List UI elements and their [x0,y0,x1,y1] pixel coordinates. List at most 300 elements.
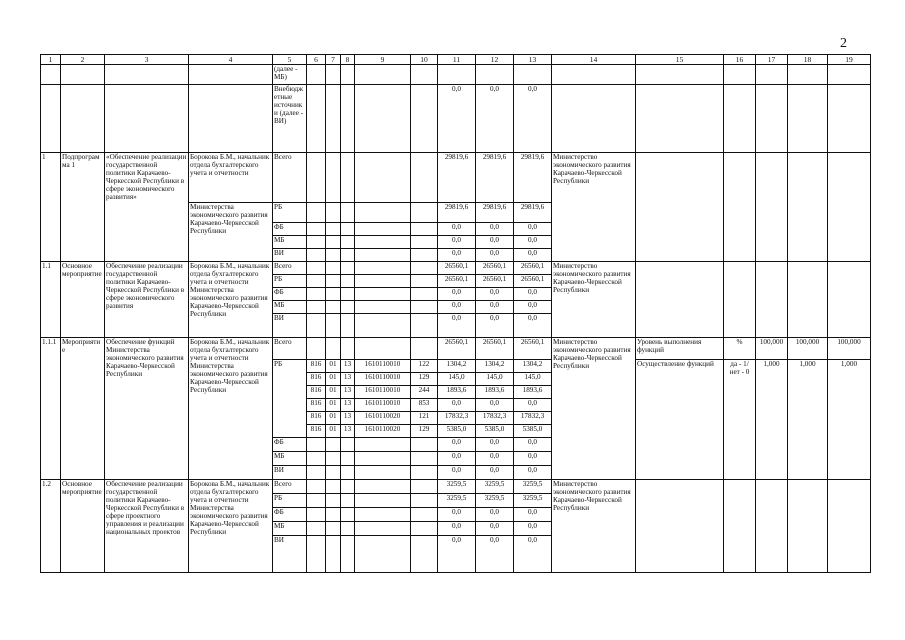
column-number-row [41,55,871,65]
code-expense-type: 853 [411,399,438,412]
empty-cell [341,536,355,573]
code-grbs: 816 [307,360,326,373]
empty-cell [341,338,355,360]
column-number: 1 [41,55,61,65]
amount-cell: 26560,1 [438,275,476,288]
column-number: 10 [411,55,438,65]
amount-cell: 1893,6 [514,386,552,399]
column-number: 5 [273,55,307,65]
amount-cell: 26560,1 [438,338,476,360]
code-expense-type: 244 [411,386,438,399]
amount-cell: 0,0 [438,301,476,314]
empty-cell [326,494,341,508]
empty-cell [724,480,756,573]
column-number: 14 [552,55,636,65]
empty-cell [341,314,355,338]
amount-cell: 29819,6 [438,153,476,203]
empty-cell [341,301,355,314]
indicator-target: 1,000 [828,360,871,480]
amount-cell: 0,0 [476,508,514,522]
responsible-ministry: Министерство экономического развития Карачаево-Черкесской Республики [552,338,636,480]
code-section: 01 [326,373,341,386]
empty-cell [355,153,411,203]
responsible-ministry: Министерство экономического развития Карачаево-Черкесской Республики [552,262,636,338]
funding-source: РБ [273,360,307,438]
funding-source: МБ [273,522,307,536]
empty-cell [341,236,355,249]
funding-source: Всего [273,480,307,494]
empty-cell [411,301,438,314]
amount-cell: 26560,1 [438,262,476,275]
responsible-ministry: Министерство экономического развития Карачаево-Черкесской Республики [552,153,636,262]
empty-cell [307,223,326,236]
funding-row [41,480,871,494]
amount-cell: 0,0 [476,288,514,301]
empty-cell [326,203,341,223]
amount-cell: 17832,3 [514,412,552,425]
funding-row [41,153,871,203]
empty-cell [326,223,341,236]
funding-row [41,262,871,275]
empty-cell [307,494,326,508]
empty-cell [411,508,438,522]
amount-cell: 5385,0 [438,425,476,438]
empty-cell [355,480,411,494]
empty-cell [307,236,326,249]
code-section: 01 [326,399,341,412]
empty-cell [355,203,411,223]
column-number: 15 [636,55,724,65]
amount-cell: 0,0 [438,223,476,236]
continuation-vi-row [41,85,871,153]
empty-cell [341,249,355,262]
empty-cell [355,236,411,249]
empty-cell [411,275,438,288]
empty-cell [326,301,341,314]
empty-cell [411,480,438,494]
empty-cell [355,223,411,236]
column-number: 6 [307,55,326,65]
funding-source: РБ [273,275,307,288]
empty-cell [355,249,411,262]
funding-source: ФБ [273,223,307,236]
amount-cell: 0,0 [476,223,514,236]
funding-row [41,338,871,360]
funding-source: ВИ [273,249,307,262]
empty-cell [326,466,341,480]
funding-source-label: (далее - МБ) [273,65,307,85]
funding-source: Всего [273,153,307,203]
funding-source: Всего [273,338,307,360]
amount-cell: 0,0 [438,249,476,262]
amount-cell: 0,0 [514,522,552,536]
executor: Борокова Б.М., начальник отдела бухгалтерского учета и отчетности Министерства экономического развития Карачаево-Черкесской Республики [189,338,273,480]
funding-source: МБ [273,452,307,466]
empty-cell [355,494,411,508]
column-number: 9 [355,55,411,65]
amount-cell: 5385,0 [476,425,514,438]
empty-cell [307,466,326,480]
empty-cell [411,466,438,480]
empty-cell [307,536,326,573]
amount-cell: 3259,5 [438,494,476,508]
empty-cell [341,494,355,508]
responsible-ministry: Министерство экономического развития Карачаево-Черкесской Республики [552,480,636,573]
empty-cell [355,466,411,480]
funding-source: РБ [273,494,307,508]
empty-cell [355,536,411,573]
budget-table-frame [40,54,866,596]
indicator-unit: да - 1/ нет - 0 [724,360,756,480]
empty-cell [307,262,326,275]
empty-cell [756,480,788,573]
empty-cell [411,438,438,452]
funding-source: ВИ [273,536,307,573]
amount-cell: 1304,2 [476,360,514,373]
empty-cell [326,236,341,249]
empty-cell [411,288,438,301]
amount-cell: 0,0 [514,85,552,153]
amount-cell: 3259,5 [476,494,514,508]
amount-cell: 145,0 [438,373,476,386]
empty-cell [788,262,828,338]
column-number: 11 [438,55,476,65]
indicator-target: 100,000 [756,338,788,360]
empty-cell [326,536,341,573]
empty-cell [355,438,411,452]
amount-cell: 0,0 [476,301,514,314]
amount-cell: 0,0 [438,522,476,536]
empty-cell [411,452,438,466]
empty-cell [756,262,788,338]
amount-cell: 0,0 [476,536,514,573]
code-target-article: 1610110020 [355,425,411,438]
funding-source: МБ [273,301,307,314]
amount-cell: 0,0 [438,466,476,480]
amount-cell: 17832,3 [476,412,514,425]
empty-cell [326,249,341,262]
empty-cell [828,153,871,262]
empty-cell [326,438,341,452]
amount-cell: 0,0 [514,236,552,249]
funding-source: МБ [273,236,307,249]
executor: Борокова Б.М., начальник отдела бухгалтерского учета и отчетности Министерства экономического развития Карачаево-Черкесской Республики [189,262,273,338]
amount-cell: 26560,1 [514,338,552,360]
amount-cell: 1304,2 [514,360,552,373]
row-number: 1 [41,153,61,262]
empty-cell [307,203,326,223]
code-target-article: 1610110010 [355,399,411,412]
amount-cell: 0,0 [476,85,514,153]
code-subsection: 13 [341,373,355,386]
empty-cell [307,338,326,360]
empty-cell [355,275,411,288]
funding-source: ВИ [273,466,307,480]
amount-cell: 29819,6 [438,203,476,223]
empty-cell [355,522,411,536]
column-number: 4 [189,55,273,65]
empty-cell [341,203,355,223]
empty-cell [411,494,438,508]
executor: Борокова Б.М., начальник отдела бухгалтерского учета и отчетности Министерства экономического развития Карачаево-Черкесской Республики [189,480,273,573]
empty-cell [411,236,438,249]
measure-name: «Обеспечение реализации государственной политики Карачаево-Черкесской Республики в сфере экономического развития» [105,153,189,262]
empty-cell [355,288,411,301]
funding-source: РБ [273,203,307,223]
empty-cell [341,438,355,452]
amount-cell: 0,0 [476,438,514,452]
empty-cell [355,508,411,522]
empty-cell [307,249,326,262]
amount-cell: 0,0 [514,314,552,338]
amount-cell: 5385,0 [514,425,552,438]
amount-cell: 3259,5 [514,494,552,508]
indicator-name: Уровень выполнения функций [636,338,724,360]
indicator-target: 1,000 [756,360,788,480]
amount-cell: 0,0 [476,236,514,249]
empty-cell [341,508,355,522]
amount-cell: 0,0 [514,536,552,573]
empty-cell [341,153,355,203]
budget-table [40,54,871,573]
amount-cell: 0,0 [514,223,552,236]
indicator-name: Осуществление функций [636,360,724,480]
amount-cell: 29819,6 [514,153,552,203]
empty-cell [307,314,326,338]
empty-cell [307,301,326,314]
code-target-article: 1610110010 [355,373,411,386]
code-expense-type: 121 [411,412,438,425]
amount-cell: 1893,6 [476,386,514,399]
measure-name: Обеспечение реализации государственной политики Карачаево-Черкесской Республики в сфере экономического развития [105,262,189,338]
amount-cell: 26560,1 [476,275,514,288]
empty-cell [326,262,341,275]
column-number: 3 [105,55,189,65]
page-number: 2 [840,36,847,51]
empty-cell [307,508,326,522]
measure-type: Мероприятие [61,338,105,480]
amount-cell: 0,0 [476,399,514,412]
empty-cell [341,466,355,480]
empty-cell [411,249,438,262]
measure-type: Подпрограмма 1 [61,153,105,262]
code-grbs: 816 [307,373,326,386]
empty-cell [341,452,355,466]
amount-cell: 0,0 [514,399,552,412]
amount-cell: 0,0 [514,508,552,522]
code-subsection: 13 [341,399,355,412]
empty-cell [326,275,341,288]
measure-type: Основное мероприятие [61,480,105,573]
empty-cell [355,314,411,338]
amount-cell: 17832,3 [438,412,476,425]
amount-cell: 0,0 [514,249,552,262]
funding-source: ФБ [273,288,307,301]
indicator-unit: % [724,338,756,360]
amount-cell: 0,0 [438,236,476,249]
empty-cell [355,452,411,466]
amount-cell: 0,0 [438,288,476,301]
amount-cell: 29819,6 [476,203,514,223]
column-number: 19 [828,55,871,65]
row-number: 1.2 [41,480,61,573]
funding-source: ФБ [273,508,307,522]
amount-cell: 0,0 [514,438,552,452]
empty-cell [636,153,724,262]
column-number: 2 [61,55,105,65]
amount-cell: 29819,6 [476,153,514,203]
amount-cell: 0,0 [514,466,552,480]
empty-cell [788,153,828,262]
row-number: 1.1.1 [41,338,61,480]
empty-cell [307,288,326,301]
empty-cell [411,314,438,338]
code-grbs: 816 [307,412,326,425]
amount-cell: 0,0 [438,314,476,338]
continuation-mb-row [41,65,871,85]
amount-cell: 145,0 [476,373,514,386]
row-number: 1.1 [41,262,61,338]
amount-cell: 0,0 [476,452,514,466]
code-grbs: 816 [307,399,326,412]
column-number: 12 [476,55,514,65]
code-grbs: 816 [307,425,326,438]
code-subsection: 13 [341,425,355,438]
empty-cell [756,153,788,262]
empty-cell [326,338,341,360]
amount-cell: 3259,5 [476,480,514,494]
empty-cell [307,153,326,203]
amount-cell: 3259,5 [514,480,552,494]
empty-cell [724,153,756,262]
code-target-article: 1610110010 [355,386,411,399]
funding-source: ВИ [273,314,307,338]
amount-cell: 0,0 [438,536,476,573]
amount-cell: 0,0 [514,452,552,466]
amount-cell: 0,0 [438,508,476,522]
amount-cell: 3259,5 [438,480,476,494]
amount-cell: 0,0 [476,314,514,338]
code-section: 01 [326,412,341,425]
empty-cell [307,275,326,288]
amount-cell: 29819,6 [514,203,552,223]
measure-name: Обеспечение функций Министерства экономического развития Карачаево-Черкесской Республики [105,338,189,480]
empty-cell [411,536,438,573]
funding-source: ФБ [273,438,307,452]
amount-cell: 0,0 [514,288,552,301]
empty-cell [341,262,355,275]
empty-cell [724,262,756,338]
amount-cell: 0,0 [438,452,476,466]
code-target-article: 1610110020 [355,412,411,425]
empty-cell [828,480,871,573]
empty-cell [307,438,326,452]
amount-cell: 0,0 [514,301,552,314]
funding-source: Всего [273,262,307,275]
empty-cell [326,508,341,522]
empty-cell [828,262,871,338]
empty-cell [411,203,438,223]
empty-cell [326,452,341,466]
code-expense-type: 129 [411,373,438,386]
empty-cell [411,153,438,203]
indicator-target: 100,000 [788,338,828,360]
empty-cell [307,452,326,466]
executor: Борокова Б.М., начальник отдела бухгалтерского учета и отчетности [189,153,273,203]
column-number: 18 [788,55,828,65]
empty-cell [341,522,355,536]
code-subsection: 13 [341,360,355,373]
empty-cell [326,522,341,536]
indicator-target: 100,000 [828,338,871,360]
amount-cell: 26560,1 [514,275,552,288]
amount-cell: 0,0 [476,249,514,262]
code-section: 01 [326,425,341,438]
column-number: 16 [724,55,756,65]
code-expense-type: 129 [411,425,438,438]
empty-cell [307,522,326,536]
empty-cell [326,480,341,494]
column-number: 8 [341,55,355,65]
empty-cell [636,262,724,338]
empty-cell [307,480,326,494]
executor: Министерства экономического развития Карачаево-Черкесской Республики [189,203,273,262]
amount-cell: 26560,1 [476,338,514,360]
empty-cell [411,262,438,275]
empty-cell [326,314,341,338]
code-target-article: 1610110010 [355,360,411,373]
amount-cell: 0,0 [476,466,514,480]
empty-cell [341,275,355,288]
empty-cell [341,288,355,301]
empty-cell [411,522,438,536]
indicator-target: 1,000 [788,360,828,480]
empty-cell [411,338,438,360]
empty-cell [326,288,341,301]
empty-cell [341,480,355,494]
code-section: 01 [326,386,341,399]
amount-cell: 1304,2 [438,360,476,373]
column-number: 17 [756,55,788,65]
amount-cell: 0,0 [438,85,476,153]
code-subsection: 13 [341,386,355,399]
empty-cell [326,153,341,203]
code-subsection: 13 [341,412,355,425]
code-section: 01 [326,360,341,373]
empty-cell [411,223,438,236]
empty-cell [636,480,724,573]
empty-cell [341,223,355,236]
measure-name: Обеспечение реализации государственной политики Карачаево-Черкесской Республики в сфере проектного управления и реализации национальных проектов [105,480,189,573]
code-expense-type: 122 [411,360,438,373]
empty-cell [355,301,411,314]
funding-source-label: Внебюджетные источники (далее - ВИ) [273,85,307,153]
empty-cell [355,262,411,275]
amount-cell: 0,0 [438,438,476,452]
amount-cell: 26560,1 [476,262,514,275]
amount-cell: 145,0 [514,373,552,386]
amount-cell: 26560,1 [514,262,552,275]
amount-cell: 0,0 [438,399,476,412]
amount-cell: 0,0 [476,522,514,536]
code-grbs: 816 [307,386,326,399]
column-number: 13 [514,55,552,65]
column-number: 7 [326,55,341,65]
measure-type: Основное мероприятие [61,262,105,338]
empty-cell [788,480,828,573]
empty-cell [355,338,411,360]
amount-cell: 1893,6 [438,386,476,399]
